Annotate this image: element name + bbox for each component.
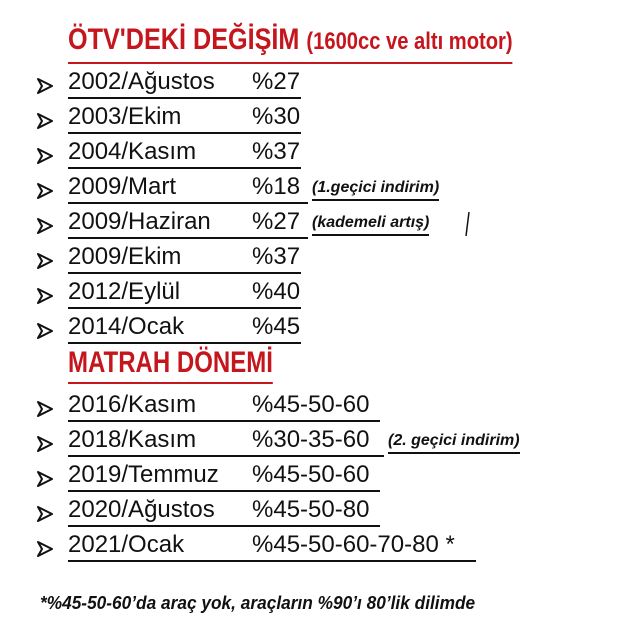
change-entry [68,172,308,204]
list-item [0,172,635,206]
arrowhead-bullet-icon [36,77,54,95]
arrowhead-bullet-icon [36,112,54,130]
change-entry [68,207,308,239]
change-rate: %40 [252,278,301,305]
arrowhead-bullet-icon [36,540,54,558]
change-entry [68,67,301,99]
change-rate: %27 [252,208,301,235]
slash-mark [463,211,471,237]
change-entry [68,460,380,492]
list-item [0,137,635,171]
change-entry [68,102,301,134]
list-item [0,390,635,424]
page-title [68,20,513,64]
list-item [0,530,635,564]
change-rate: %45-50-60-70-80 * [252,531,455,558]
change-date: 2021/Ocak [68,531,185,558]
change-date: 2002/Ağustos [68,68,215,95]
arrowhead-bullet-icon [36,182,54,200]
change-rate: %37 [252,243,301,270]
change-rate: %45 [252,313,301,340]
change-date: 2018/Kasım [68,426,197,453]
page-title-sub: (1600cc ve altı motor) [306,28,513,55]
footnote: *%45-50-60’da araç yok, araçların %90’ı 80’lik dilimde [40,593,476,613]
change-date: 2009/Haziran [68,208,211,235]
change-entry [68,495,380,527]
list-item [0,425,635,459]
arrowhead-bullet-icon [36,322,54,340]
change-rate: %27 [252,68,301,95]
change-rate: %45-50-80 [252,496,370,523]
change-date: 2003/Ekim [68,103,182,130]
change-entry [68,530,476,562]
arrowhead-bullet-icon [36,147,54,165]
change-entry [68,137,301,169]
arrowhead-bullet-icon [36,217,54,235]
change-date: 2004/Kasım [68,138,197,165]
list-item [0,242,635,276]
list-item [0,460,635,494]
list-item [0,207,635,241]
change-date: 2014/Ocak [68,313,185,340]
change-date: 2016/Kasım [68,391,197,418]
page-title-main: ÖTV'DEKİ DEĞİŞİM [68,23,300,56]
arrowhead-bullet-icon [36,400,54,418]
change-note: (2. geçici indirim) [388,430,520,454]
change-entry [68,277,301,309]
change-date: 2019/Temmuz [68,461,219,488]
change-entry [68,312,301,344]
change-rate: %45-50-60 [252,461,370,488]
list-item [0,102,635,136]
change-date: 2009/Ekim [68,243,182,270]
change-entry [68,242,301,274]
change-date: 2009/Mart [68,173,177,200]
arrowhead-bullet-icon [36,287,54,305]
list-item [0,67,635,101]
change-rate: %18 [252,173,301,200]
change-note: (kademeli artış) [312,212,429,236]
change-rate: %30 [252,103,301,130]
change-date: 2012/Eylül [68,278,181,305]
change-entry [68,390,380,422]
change-date: 2020/Ağustos [68,496,215,523]
arrowhead-bullet-icon [36,470,54,488]
arrowhead-bullet-icon [36,505,54,523]
change-rate: %45-50-60 [252,391,370,418]
arrowhead-bullet-icon [36,435,54,453]
change-rate: %37 [252,138,301,165]
section-title-matrah: MATRAH DÖNEMİ [68,344,273,384]
arrowhead-bullet-icon [36,252,54,270]
list-item [0,277,635,311]
change-entry [68,425,384,457]
list-item [0,495,635,529]
list-item [0,312,635,346]
change-note: (1.geçici indirim) [312,177,439,201]
change-rate: %30-35-60 [252,426,370,453]
